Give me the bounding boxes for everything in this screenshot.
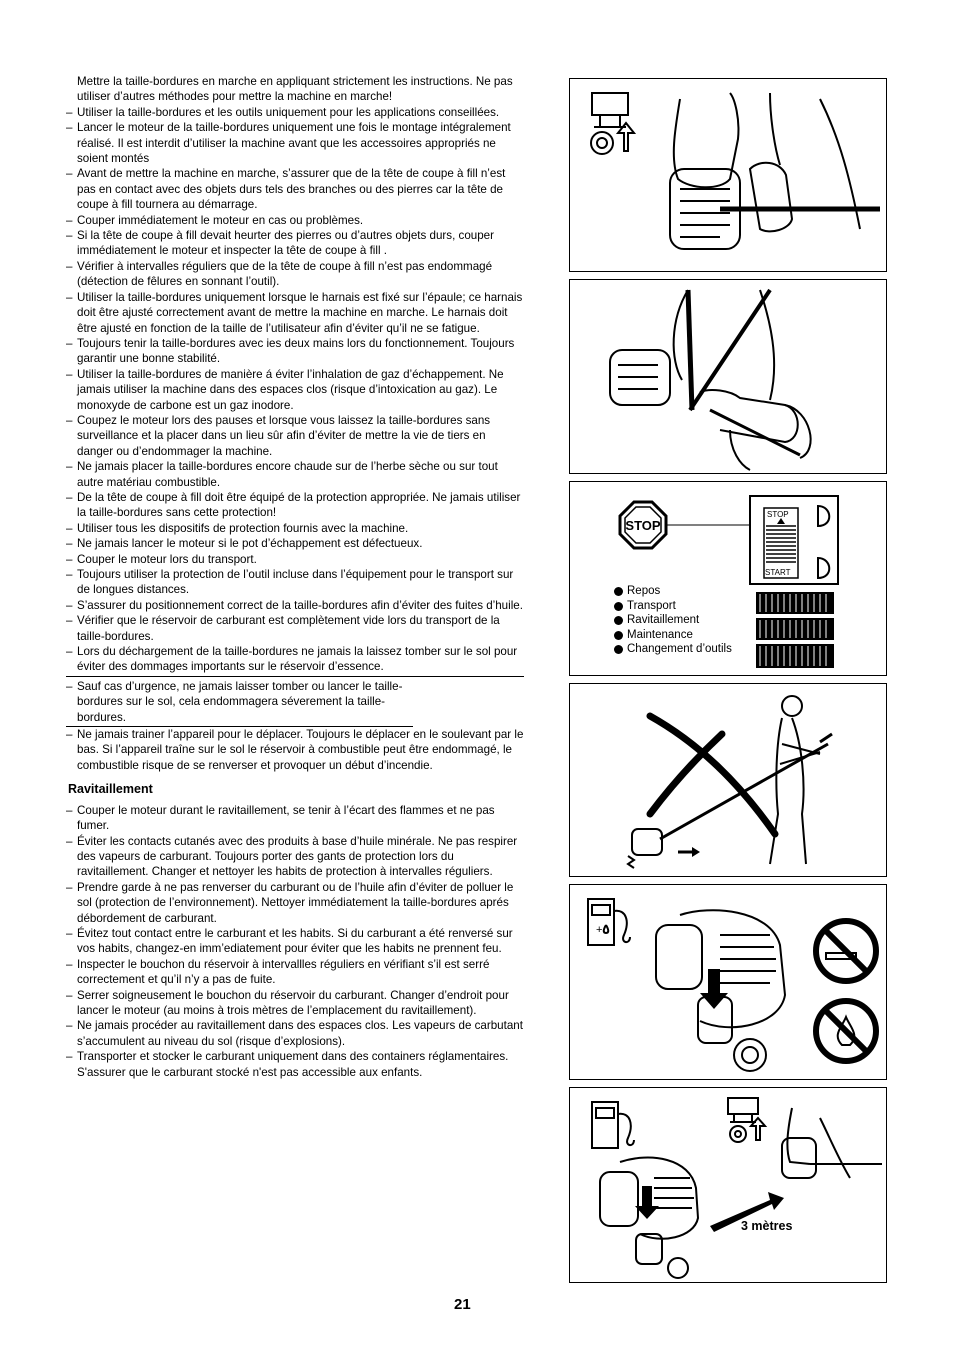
start-icon xyxy=(592,93,628,115)
list-item xyxy=(66,536,524,551)
stop-legend xyxy=(614,584,732,657)
list-item xyxy=(66,679,413,727)
list-item-text: Coupez le moteur lors des pauses et lorsque vous laissez la taille-bordures sans surveillance et la placer dans un lieu sûr afin d’éviter de mettre la vie de tiers en danger ou d’endommager la machine. xyxy=(77,413,491,458)
list-item-text: Vérifier à intervalles réguliers que de la tête de coupe à fill n’est pas endommagé (détection de fêlures en sonnant l’outil). xyxy=(77,259,493,289)
harness-drawing xyxy=(570,280,886,473)
dash-bullet: – xyxy=(66,259,73,273)
list-item-text: Ne jamais procéder au ravitaillement dans des espaces clos. Les vapeurs de carbutant s’accumulent au niveau du sol (risque d’explosions). xyxy=(77,1019,523,1048)
list-item xyxy=(66,105,524,120)
switch-start-label: START xyxy=(765,568,791,577)
dash-bullet: – xyxy=(66,537,73,551)
list-item xyxy=(66,803,524,834)
list-item xyxy=(66,880,524,926)
illustration-harness xyxy=(569,279,887,474)
svg-text:+: + xyxy=(596,924,603,936)
dash-bullet: – xyxy=(66,521,73,535)
dash-bullet: – xyxy=(66,728,73,742)
switch-stop-label: STOP xyxy=(767,510,789,519)
list-item-text: S’assurer du positionnement correct de la taille-bordures afin d’éviter des fuites d’huile. xyxy=(77,598,523,612)
list-item-text: Couper immédiatement le moteur en cas ou problèmes. xyxy=(77,213,364,227)
list-item xyxy=(66,613,524,644)
legend-item: Transport xyxy=(614,599,732,614)
text-column xyxy=(66,74,524,1080)
list-item xyxy=(66,1049,524,1080)
list-item-text: Couper le moteur durant le ravitaillement, se tenir à l’écart des flammes et ne pas fumer. xyxy=(77,803,495,833)
list-item xyxy=(66,988,524,1019)
list-item xyxy=(66,213,524,228)
dash-bullet: – xyxy=(66,645,73,659)
refuel-list xyxy=(66,803,524,1080)
list-item xyxy=(66,367,524,413)
list-item xyxy=(66,228,524,259)
list-item-text: Toujours tenir la taille-bordures avec ies deux mains lors du fonctionnement. Toujours garantir une bonne stabilité. xyxy=(77,336,515,366)
list-item-text: Vérifier que le réservoir de carburant est complètement vide lors du transport de la taille-bordures. xyxy=(77,614,500,643)
dash-bullet: – xyxy=(66,413,73,427)
list-item xyxy=(66,567,524,598)
start-engine-drawing xyxy=(570,79,886,271)
dash-bullet: – xyxy=(66,1050,73,1064)
illustration-start-engine xyxy=(569,78,887,272)
dash-bullet: – xyxy=(66,1019,73,1033)
list-item xyxy=(66,926,524,957)
illustration-refuel xyxy=(569,884,887,1080)
safety-list xyxy=(66,105,524,773)
list-item-text: Avant de mettre la machine en marche, s’assurer que de la tête de coupe à fill n’est pas en contact avec des objets durs tels des branches ou des pierres car la tête de coupe à fill tournera au démarrage. xyxy=(77,167,506,212)
dash-bullet: – xyxy=(66,290,73,304)
list-item-text: Ne jamais placer la taille-bordures encore chaude sur de l’herbe sèche ou sur tout autre matériau combustible. xyxy=(77,460,498,489)
dash-bullet: – xyxy=(66,568,73,581)
list-item-text: Éviter les contacts cutanés avec des produits à base d’huile minérale. Ne pas respirer des vapeurs de carburant. Toujours porter des gants de protection lors du ravitaillement. Changer et nettoyer les habits de protection à intervalles réguliers. xyxy=(77,834,518,879)
no-smoking-icon xyxy=(816,921,876,981)
list-item xyxy=(66,1018,524,1049)
no-open-flame-icon xyxy=(816,1001,876,1061)
stop-sign-label: STOP xyxy=(625,518,661,533)
illustration-three-meters xyxy=(569,1087,887,1283)
list-item-text: Transporter et stocker le carburant uniquement dans des containers réglamentaires. S'assurer que le carburant stocké n'est pas accessible aux enfants. xyxy=(77,1050,509,1079)
list-item-text: Toujours utiliser la protection de l’outil incluse dans l’équipement pour le transport sur de longues distances. xyxy=(77,568,514,597)
dash-bullet: – xyxy=(66,367,73,381)
list-item xyxy=(66,834,524,880)
legend-item: Changement d’outils xyxy=(614,642,732,657)
dash-bullet: – xyxy=(66,121,73,135)
list-item-text: Serrer soigneusement le bouchon du réservoir du carburant. Changer d’endroit pour lancer le moteur (au moins à trois mètres de l’emplacement du ravitaillement). xyxy=(77,988,509,1017)
list-item xyxy=(66,120,524,166)
list-item xyxy=(66,259,524,290)
list-item xyxy=(66,552,524,567)
legend-item: Ravitaillement xyxy=(614,613,732,628)
list-item xyxy=(66,957,524,988)
list-item-text: Lors du déchargement de la taille-bordures ne jamais la laissez tomber sur le sol pour éviter des dommages importants sur le réservoir d’essence. xyxy=(77,645,518,674)
refuel-drawing xyxy=(570,885,886,1079)
distance-label: 3 mètres xyxy=(741,1219,793,1233)
list-item xyxy=(66,521,524,536)
list-item xyxy=(66,644,524,677)
list-item xyxy=(66,166,524,212)
list-item-text: Lancer le moteur de la taille-bordures uniquement une fois le montage intégralement réalisé. Il est interdit d’utiliser la machine avant que les accessoires appropriés ne soient montés xyxy=(77,121,511,166)
dash-bullet: – xyxy=(66,988,73,1002)
legend-item: Maintenance xyxy=(614,628,732,643)
list-item xyxy=(66,290,524,336)
list-item xyxy=(66,413,524,459)
dash-bullet: – xyxy=(66,460,73,474)
dash-bullet: – xyxy=(66,105,73,119)
dash-bullet: – xyxy=(66,614,73,628)
dash-bullet: – xyxy=(66,834,73,848)
list-item-text: Ne jamais trainer l’appareil pour le déplacer. Toujours le déplacer en le soulevant par le bas. Si l’appareil traîne sur le sol le réservoir à combustible peut être endommagé, le combustible risque de se renverser et provoquer un début d’incendie. xyxy=(77,728,524,772)
legend-item: Repos xyxy=(614,584,732,599)
dash-bullet: – xyxy=(66,552,73,566)
list-item xyxy=(66,727,524,773)
dash-bullet: – xyxy=(66,336,73,350)
list-item-text: Inspecter le bouchon du réservoir à intervallles réguliers en vérifiant s’il est serré correctement et qu’il n’y a pas de fuite. xyxy=(77,957,490,987)
dash-bullet: – xyxy=(66,598,73,612)
list-item xyxy=(66,336,524,367)
list-item-text: Utiliser la taille-bordures et les outils uniquement pour les applications conseillées. xyxy=(77,105,500,119)
list-item-text: Utiliser la taille-bordures de manière á éviter l’inhalation de gaz d’échappement. Ne jamais utiliser la machine dans des espaces clos (risque d’intoxication au gaz). Le monoxyde de carbone est un gaz inodore. xyxy=(77,367,504,412)
no-dragging-drawing xyxy=(570,684,886,876)
dash-bullet: – xyxy=(66,167,73,181)
dash-bullet: – xyxy=(66,213,73,227)
list-item-text: De la tête de coupe à fill doit être équipé de la protection appropriée. Ne jamais utiliser la taille-bordures sans cette protection! xyxy=(77,490,521,520)
dash-bullet: – xyxy=(66,490,73,504)
section-title-ravitaillement: Ravitaillement xyxy=(68,782,153,797)
list-item-text: Ne jamais lancer le moteur si le pot d’échappement est défectueux. xyxy=(77,537,423,551)
list-item-text: Si la tête de coupe à fill devait heurter des pierres ou d’autres objets durs, couper immédiatement le moteur et inspecter la tête de coupe à fill . xyxy=(77,229,494,258)
dash-bullet: – xyxy=(66,957,73,971)
list-item xyxy=(66,490,524,521)
page-number: 21 xyxy=(454,1296,471,1313)
list-item xyxy=(66,459,524,490)
start-icon-2 xyxy=(728,1098,758,1114)
dash-bullet: – xyxy=(66,229,73,243)
dash-bullet: – xyxy=(66,679,73,693)
list-item-text: Sauf cas d’urgence, ne jamais laisser tomber ou lancer le taille-bordures sur le sol, cela endommagera séverement la taille-bordures. xyxy=(77,679,403,724)
list-item xyxy=(66,598,524,613)
dash-bullet: – xyxy=(66,926,73,940)
intro-paragraph: Mettre la taille-bordures en marche en appliquant strictement les instructions. Ne pas utiliser d’autres méthodes pour mettre la machine en marche! xyxy=(77,75,513,104)
list-item-text: Prendre garde à ne pas renverser du carburant ou de l’huile afin d’éviter de polluer le sol (protection de l’environnement). Nettoyer immédiatement la taille-bordures aprés débordement de carburant. xyxy=(77,880,514,925)
illustration-stop-switch xyxy=(569,481,887,676)
list-item-text: Évitez tout contact entre le carburant et les habits. Si du carburant a été renversé sur vos habits, changez-en imm’ediatement pour éviter que les habits ne prennent feu. xyxy=(77,926,513,956)
dash-bullet: – xyxy=(66,803,73,817)
list-item-text: Couper le moteur lors du transport. xyxy=(77,552,257,566)
illustration-no-dragging xyxy=(569,683,887,877)
list-item-text: Utiliser la taille-bordures uniquement lorsque le harnais est fixé sur l’épaule; ce harnais doit être ajusté correctement avant de mettre la machine en marche. Le harnais doit être ajusté en fonction de la taille de l’utilisateur afin d’éviter qu’il ne se fatigue. xyxy=(77,290,523,335)
list-item-text: Utiliser tous les dispositifs de protection fournis avec la machine. xyxy=(77,521,409,535)
three-meters-drawing xyxy=(570,1088,886,1282)
dash-bullet: – xyxy=(66,880,73,894)
